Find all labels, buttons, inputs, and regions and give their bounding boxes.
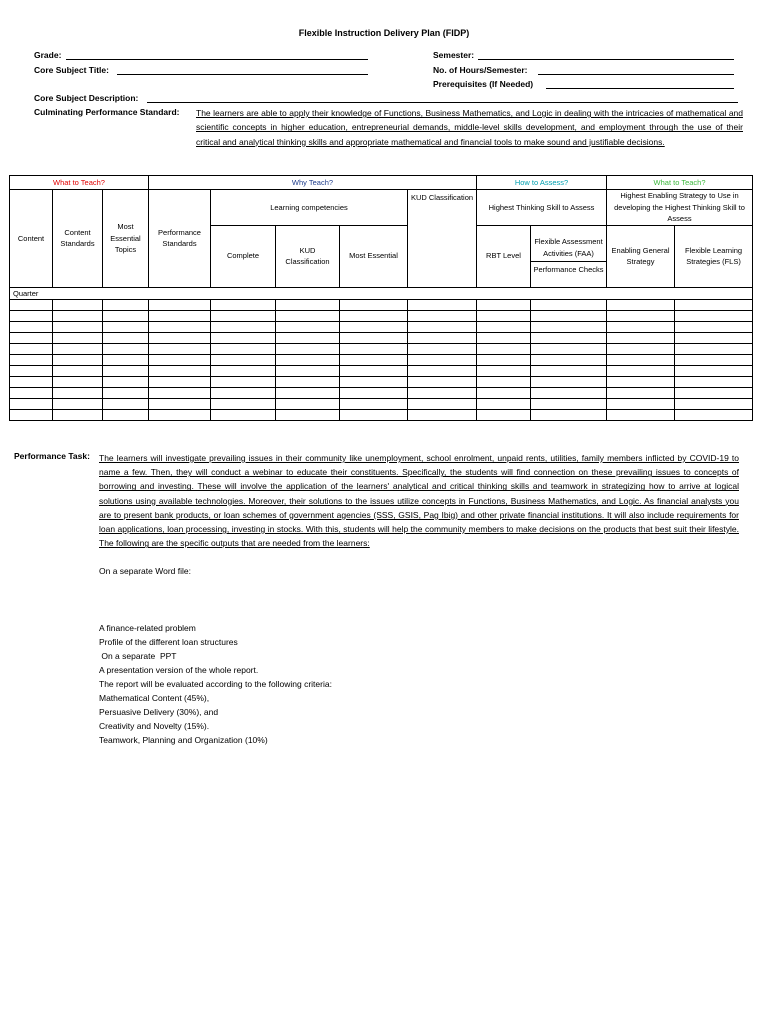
table-cell[interactable]	[408, 344, 477, 355]
table-cell[interactable]	[211, 355, 276, 366]
prerequisites-field[interactable]	[546, 88, 734, 89]
table-cell[interactable]	[408, 399, 477, 410]
table-cell[interactable]	[10, 399, 53, 410]
table-cell[interactable]	[10, 388, 53, 399]
table-cell[interactable]	[211, 388, 276, 399]
table-cell[interactable]	[477, 322, 531, 333]
header-enabling-general-strategy: Enabling General Strategy	[607, 225, 675, 287]
table-cell[interactable]	[276, 410, 340, 421]
table-cell[interactable]	[103, 399, 149, 410]
table-cell[interactable]	[531, 322, 607, 333]
header-learning-competencies: Learning competencies	[211, 190, 408, 226]
table-cell[interactable]	[408, 410, 477, 421]
output-item: Creativity and Novelty (15%).	[99, 721, 210, 731]
table-cell[interactable]	[53, 344, 103, 355]
header-performance-standards: Performance Standards	[149, 190, 211, 288]
table-cell[interactable]	[103, 344, 149, 355]
table-cell[interactable]	[477, 388, 531, 399]
table-cell[interactable]	[408, 300, 477, 311]
table-cell[interactable]	[408, 377, 477, 388]
table-cell[interactable]	[477, 410, 531, 421]
table-cell[interactable]	[53, 311, 103, 322]
output-item: Teamwork, Planning and Organization (10%)	[99, 735, 268, 745]
empty-rows	[10, 300, 753, 421]
table-cell[interactable]	[10, 300, 53, 311]
table-cell[interactable]	[149, 377, 211, 388]
table-cell[interactable]	[10, 333, 53, 344]
table-cell[interactable]	[103, 322, 149, 333]
table-cell[interactable]	[149, 311, 211, 322]
table-row	[10, 300, 753, 311]
table-cell[interactable]	[477, 366, 531, 377]
table-cell[interactable]	[149, 410, 211, 421]
table-cell[interactable]	[340, 410, 408, 421]
table-cell[interactable]	[211, 399, 276, 410]
table-cell[interactable]	[675, 410, 753, 421]
table-cell[interactable]	[149, 399, 211, 410]
table-cell[interactable]	[340, 322, 408, 333]
word-file-line: On a separate Word file:	[99, 566, 191, 576]
table-cell[interactable]	[10, 344, 53, 355]
table-cell[interactable]	[211, 333, 276, 344]
table-cell[interactable]	[675, 366, 753, 377]
header-complete: Complete	[211, 225, 276, 287]
table-row	[10, 388, 753, 399]
table-cell[interactable]	[276, 322, 340, 333]
table-row	[10, 377, 753, 388]
grade-label: Grade:	[34, 50, 62, 60]
table-cell[interactable]	[276, 366, 340, 377]
table-row	[10, 322, 753, 333]
table-cell[interactable]	[53, 399, 103, 410]
quarter-row: Quarter	[10, 287, 753, 300]
header-highest-enabling-strategy: Highest Enabling Strategy to Use in developing the Highest Thinking Skill to Assess	[607, 190, 753, 226]
performance-task-label: Performance Task:	[14, 451, 90, 461]
table-cell[interactable]	[53, 410, 103, 421]
table-cell[interactable]	[276, 300, 340, 311]
page-title: Flexible Instruction Delivery Plan (FIDP)	[298, 28, 470, 38]
table-cell[interactable]	[531, 333, 607, 344]
table-cell[interactable]	[477, 311, 531, 322]
table-cell[interactable]	[340, 311, 408, 322]
table-cell[interactable]	[103, 377, 149, 388]
table-cell[interactable]	[408, 355, 477, 366]
table-cell[interactable]	[675, 399, 753, 410]
header-kud-classification-top: KUD Classification	[408, 190, 477, 288]
table-cell[interactable]	[675, 322, 753, 333]
table-cell[interactable]	[531, 399, 607, 410]
header-content-standards: Content Standards	[53, 190, 103, 288]
table-cell[interactable]	[531, 344, 607, 355]
header-most-essential-topics: Most Essential Topics	[103, 190, 149, 288]
group-how-to-assess: How to Assess?	[477, 176, 607, 190]
header-fls: Flexible Learning Strategies (FLS)	[675, 225, 753, 287]
table-cell[interactable]	[53, 388, 103, 399]
table-cell[interactable]	[10, 410, 53, 421]
table-cell[interactable]	[477, 333, 531, 344]
table-cell[interactable]	[531, 377, 607, 388]
table-cell[interactable]	[607, 410, 675, 421]
table-row	[10, 399, 753, 410]
table-cell[interactable]	[10, 366, 53, 377]
table-cell[interactable]	[408, 388, 477, 399]
header-faa: Flexible Assessment Activities (FAA)	[531, 234, 606, 262]
table-cell[interactable]	[53, 300, 103, 311]
table-cell[interactable]	[340, 377, 408, 388]
table-cell[interactable]	[607, 333, 675, 344]
table-cell[interactable]	[607, 388, 675, 399]
fidp-table	[9, 175, 753, 421]
core-subject-description-label: Core Subject Description:	[34, 93, 139, 103]
table-cell[interactable]	[211, 322, 276, 333]
table-row	[10, 355, 753, 366]
table-cell[interactable]	[103, 388, 149, 399]
table-cell[interactable]	[607, 355, 675, 366]
table-cell[interactable]	[531, 366, 607, 377]
hours-per-semester-field[interactable]	[538, 74, 734, 75]
core-subject-title-field[interactable]	[117, 74, 368, 75]
table-cell[interactable]	[10, 355, 53, 366]
table-row	[10, 344, 753, 355]
table-row	[10, 333, 753, 344]
table-cell[interactable]	[149, 355, 211, 366]
table-cell[interactable]	[675, 388, 753, 399]
table-cell[interactable]	[53, 322, 103, 333]
performance-task-text: The learners will investigate prevailing issues in their community like unemployment, school enrolment, unpaid rents, utilities, family members inflicted by COVID-19 to name a few. Then, they will conduct a webinar to educate their constituents. Specifically, the students will find connection on these prevailing issues to concepts of borrowing and investing. These will involve the application of the learners' analytical and critical thinking skills and teamwork in strategizing how to arrive at logical solutions using available technologies. Moreover, their solutions to the issues utilize concepts in Functions, Business Mathematics, and Logic. As financial analysts you are to present bank products, or loan schemes of government agencies (SSS, GSIS, Pag Ibig) and other private financial institutions. It will also include requirements for loan applications, loan processing, investing in stocks. With this, students will help the community members to make decisions on the products that best suit their lifestyle. The following are the specific outputs that are needed from the learners:	[99, 453, 739, 549]
table-cell[interactable]	[103, 366, 149, 377]
table-cell[interactable]	[53, 366, 103, 377]
header-faa-cell	[531, 225, 607, 287]
table-cell[interactable]	[477, 377, 531, 388]
header-rbt-level: RBT Level	[477, 225, 531, 287]
semester-field[interactable]	[478, 59, 734, 60]
semester-label: Semester:	[433, 50, 475, 60]
table-cell[interactable]	[340, 333, 408, 344]
grade-field[interactable]	[66, 59, 368, 60]
table-cell[interactable]	[276, 399, 340, 410]
table-cell[interactable]	[408, 322, 477, 333]
output-item: A finance-related problem	[99, 623, 196, 633]
table-cell[interactable]	[149, 388, 211, 399]
output-item: A presentation version of the whole report.	[99, 665, 259, 675]
table-cell[interactable]	[103, 300, 149, 311]
table-cell[interactable]	[53, 333, 103, 344]
table-cell[interactable]	[408, 366, 477, 377]
table-cell[interactable]	[675, 377, 753, 388]
table-cell[interactable]	[607, 322, 675, 333]
table-cell[interactable]	[103, 333, 149, 344]
table-cell[interactable]	[103, 410, 149, 421]
table-cell[interactable]	[675, 300, 753, 311]
table-row	[10, 410, 753, 421]
table-cell[interactable]	[276, 333, 340, 344]
header-highest-thinking-skill: Highest Thinking Skill to Assess	[477, 190, 607, 226]
table-cell[interactable]	[340, 388, 408, 399]
output-item: Mathematical Content (45%),	[99, 693, 210, 703]
table-cell[interactable]	[531, 311, 607, 322]
output-item: Persuasive Delivery (30%), and	[99, 707, 219, 717]
culminating-standard-label: Culminating Performance Standard:	[34, 107, 180, 117]
table-cell[interactable]	[211, 377, 276, 388]
output-item: The report will be evaluated according to the following criteria:	[99, 679, 332, 689]
table-cell[interactable]	[340, 399, 408, 410]
table-cell[interactable]	[211, 311, 276, 322]
table-cell[interactable]	[149, 322, 211, 333]
table-cell[interactable]	[477, 399, 531, 410]
header-performance-checks: Performance Checks	[533, 265, 604, 275]
culminating-standard-text: The learners are able to apply their knowledge of Functions, Business Mathematics, and Logic in dealing with the intricacies of mathematical and scientific concepts in higher education, entrepreneurial demands, middle-level skills development, and employment through the use of their critical and analytical thinking skills and appropriate mathematical and financial tools to make sound and justifiable decisions.	[196, 108, 743, 147]
group-what-to-teach-2: What to Teach?	[607, 176, 753, 190]
table-row	[10, 311, 753, 322]
table-cell[interactable]	[149, 366, 211, 377]
table-cell[interactable]	[607, 366, 675, 377]
table-cell[interactable]	[607, 377, 675, 388]
table-cell[interactable]	[276, 355, 340, 366]
table-cell[interactable]	[607, 311, 675, 322]
table-cell[interactable]	[53, 377, 103, 388]
hours-per-semester-label: No. of Hours/Semester:	[433, 65, 528, 75]
table-cell[interactable]	[149, 300, 211, 311]
output-item: Profile of the different loan structures	[99, 637, 238, 647]
core-subject-description-field[interactable]	[147, 102, 738, 103]
table-cell[interactable]	[103, 311, 149, 322]
table-cell[interactable]	[607, 344, 675, 355]
table-cell[interactable]	[340, 344, 408, 355]
header-content: Content	[10, 190, 53, 288]
header-most-essential: Most Essential	[340, 225, 408, 287]
table-cell[interactable]	[408, 333, 477, 344]
table-cell[interactable]	[607, 300, 675, 311]
table-cell[interactable]	[531, 388, 607, 399]
table-cell[interactable]	[477, 300, 531, 311]
table-cell[interactable]	[477, 344, 531, 355]
header-kud-classification: KUD Classification	[276, 225, 340, 287]
table-cell[interactable]	[10, 377, 53, 388]
table-cell[interactable]	[675, 311, 753, 322]
table-cell[interactable]	[477, 355, 531, 366]
table-cell[interactable]	[675, 355, 753, 366]
table-cell[interactable]	[340, 300, 408, 311]
table-cell[interactable]	[276, 388, 340, 399]
table-cell[interactable]	[531, 300, 607, 311]
table-cell[interactable]	[211, 366, 276, 377]
table-cell[interactable]	[149, 333, 211, 344]
table-cell[interactable]	[211, 300, 276, 311]
table-cell[interactable]	[340, 355, 408, 366]
table-cell[interactable]	[211, 410, 276, 421]
prerequisites-label: Prerequisites (If Needed)	[433, 79, 534, 89]
table-cell[interactable]	[103, 355, 149, 366]
table-cell[interactable]	[10, 311, 53, 322]
table-row	[10, 366, 753, 377]
table-cell[interactable]	[408, 311, 477, 322]
table-cell[interactable]	[675, 333, 753, 344]
table-cell[interactable]	[340, 366, 408, 377]
core-subject-title-label: Core Subject Title:	[34, 65, 109, 75]
group-what-to-teach: What to Teach?	[10, 176, 149, 190]
table-cell[interactable]	[53, 355, 103, 366]
table-cell[interactable]	[276, 311, 340, 322]
group-why-teach: Why Teach?	[149, 176, 477, 190]
table-cell[interactable]	[149, 344, 211, 355]
table-cell[interactable]	[276, 344, 340, 355]
table-cell[interactable]	[531, 355, 607, 366]
table-cell[interactable]	[211, 344, 276, 355]
table-cell[interactable]	[675, 344, 753, 355]
table-cell[interactable]	[10, 322, 53, 333]
table-cell[interactable]	[276, 377, 340, 388]
output-item: On a separate PPT	[99, 651, 177, 661]
table-cell[interactable]	[607, 399, 675, 410]
table-cell[interactable]	[531, 410, 607, 421]
